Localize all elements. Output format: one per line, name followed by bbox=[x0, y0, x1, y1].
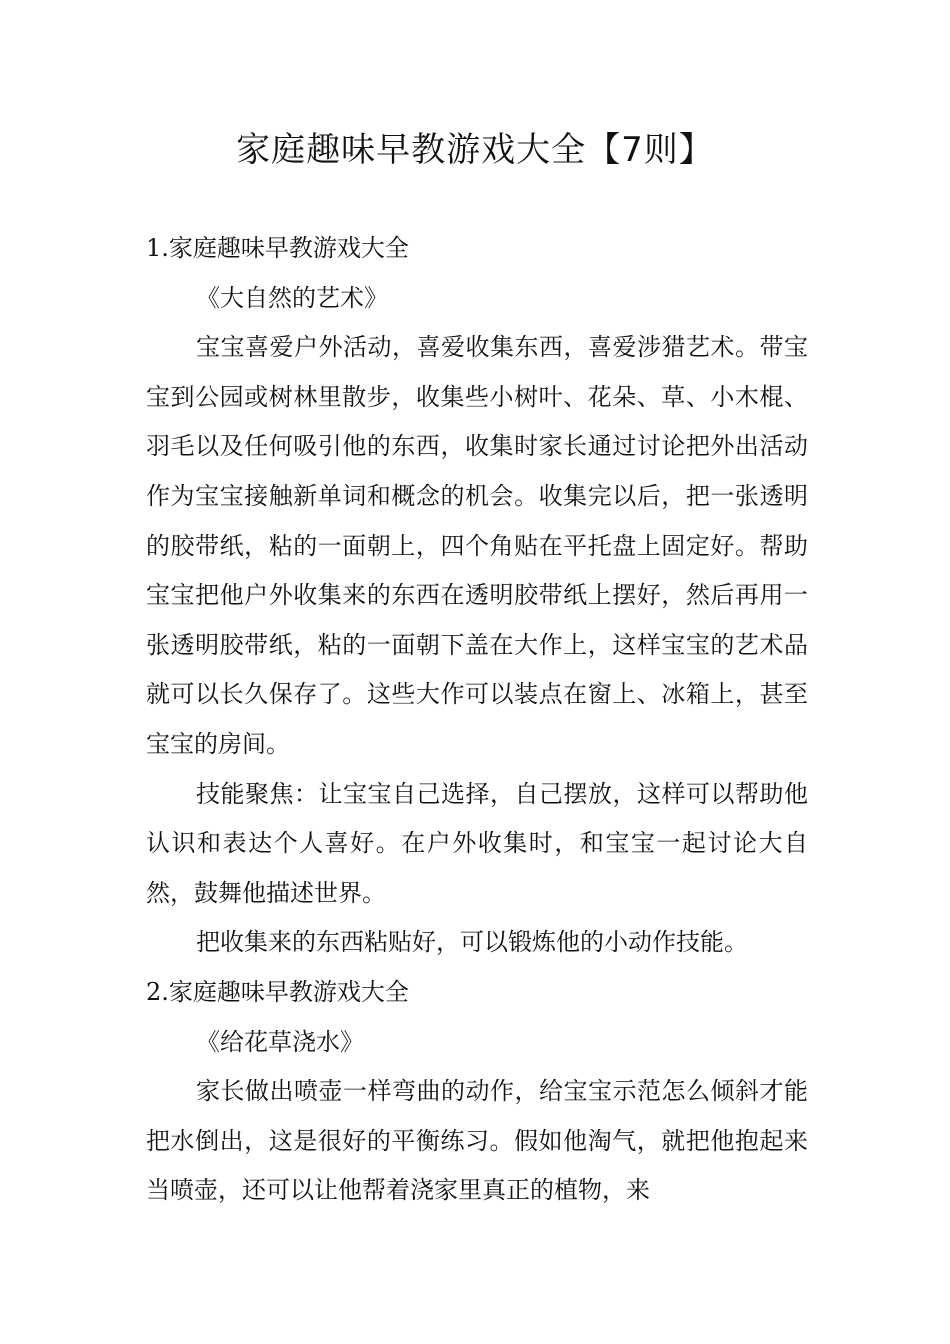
document-body bbox=[146, 224, 808, 1216]
section-heading: 1.家庭趣味早教游戏大全 bbox=[146, 234, 409, 262]
section-heading: 2.家庭趣味早教游戏大全 bbox=[146, 977, 409, 1006]
section-subtitle: 《给花草浇水》 bbox=[196, 1027, 364, 1056]
body-paragraph: 宝宝喜爱户外活动，喜爱收集东西，喜爱涉猎艺术。带宝宝到公园或树林里散步，收集些小树叶、花朵、草、小木棍、羽毛以及任何吸引他的东西，收集时家长通过讨论把外出活动作为宝宝接触新单词和概念的机会。收集完以后，把一张透明的胶带纸，粘的一面朝上，四个角贴在平托盘上固定好。帮助宝宝把他户外收集来的东西在透明胶带纸上摆好，然后再用一张透明胶带纸，粘的一面朝下盖在大作上，这样宝宝的艺术品就可以长久保存了。这些大作可以装点在窗上、冰箱上，甚至宝宝的房间。 bbox=[146, 333, 808, 758]
body-paragraph: 技能聚焦：让宝宝自己选择，自己摆放，这样可以帮助他认识和表达个人喜好。在户外收集时，和宝宝一起讨论大自然，鼓舞他描述世界。 bbox=[146, 779, 808, 907]
document-title: 家庭趣味早教游戏大全【7则】 bbox=[236, 130, 714, 170]
body-paragraph: 家长做出喷壶一样弯曲的动作，给宝宝示范怎么倾斜才能把水倒出，这是很好的平衡练习。假如他淘气，就把他抱起来当喷壶，还可以让他帮着浇家里真正的植物，来 bbox=[146, 1077, 808, 1205]
body-paragraph: 把收集来的东西粘贴好，可以锻炼他的小动作技能。 bbox=[196, 928, 748, 957]
section-subtitle: 《大自然的艺术》 bbox=[196, 283, 388, 312]
